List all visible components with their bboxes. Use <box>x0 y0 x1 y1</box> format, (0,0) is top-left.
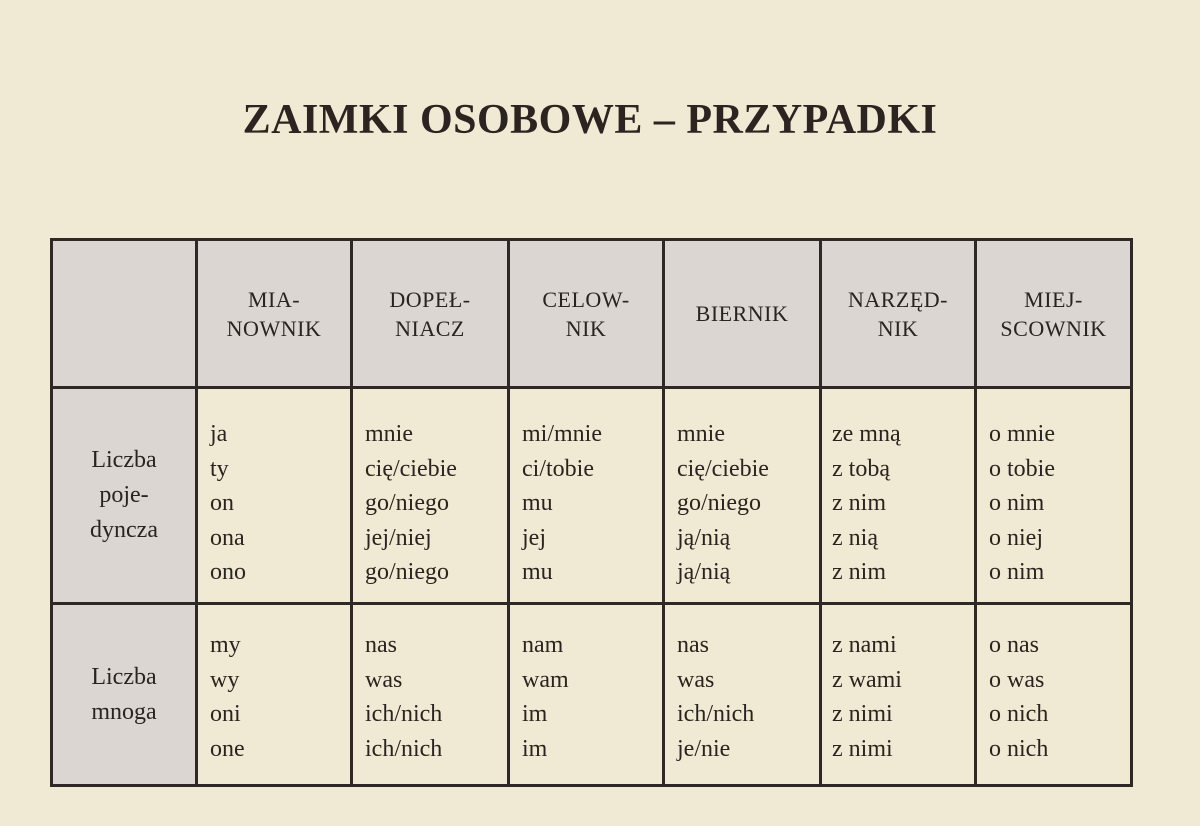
pronoun-form: cię/ciebie <box>677 455 769 482</box>
pronoun-form: o nich <box>989 701 1049 727</box>
pronoun-form: wy <box>210 666 240 693</box>
column-header-biernik <box>664 240 821 388</box>
pronoun-form: go/niego <box>365 490 449 516</box>
table-row-plural <box>52 604 1132 786</box>
pronoun-form: go/niego <box>365 559 449 585</box>
pronoun-form: mu <box>522 490 553 516</box>
pronoun-form: z nimi <box>832 735 893 762</box>
column-header-dopelniacz <box>352 240 509 388</box>
column-header-celownik <box>509 240 664 388</box>
cell-plural-dopelniacz <box>352 604 509 786</box>
pronoun-form: mnie <box>365 421 413 447</box>
pronoun-form: im <box>522 735 548 762</box>
row-label-line: poje- <box>99 482 149 508</box>
header-line: NOWNIK <box>226 315 322 341</box>
cell-plural-miejscownik <box>976 604 1132 786</box>
pronoun-form: mi/mnie <box>522 421 602 447</box>
cell-singular-miejscownik <box>976 388 1132 604</box>
pronoun-form: z nią <box>832 524 878 551</box>
pronoun-form: mu <box>522 559 553 585</box>
pronoun-form: wam <box>522 666 569 693</box>
row-label-line: Liczba <box>91 447 157 473</box>
pronoun-form: ona <box>210 524 245 551</box>
cell-plural-celownik <box>509 604 664 786</box>
pronoun-form: mnie <box>677 421 725 447</box>
header-row <box>52 240 1132 388</box>
header-line: MIA- <box>247 286 301 312</box>
pronoun-form: o tobie <box>989 455 1055 482</box>
pronoun-form: z nim <box>832 490 886 516</box>
cell-singular-celownik <box>509 388 664 604</box>
header-line: NIK <box>877 315 919 341</box>
row-label-line: mnoga <box>91 698 157 725</box>
pronoun-form: ją/nią <box>677 559 731 585</box>
pronoun-form: nas <box>677 632 709 658</box>
pronoun-form: o nim <box>989 559 1045 585</box>
column-header-mianownik <box>197 240 352 388</box>
pronoun-form: z nimi <box>832 701 893 727</box>
row-label-line: Liczba <box>91 663 157 690</box>
cell-plural-mianownik <box>197 604 352 786</box>
pronoun-form: z nim <box>832 559 886 585</box>
header-line: DOPEŁ- <box>389 286 471 312</box>
header-line: CELOW- <box>542 286 630 312</box>
pronoun-form: ci/tobie <box>522 455 594 482</box>
pronoun-form: cię/ciebie <box>365 455 457 482</box>
pronoun-form: ich/nich <box>365 735 443 762</box>
pronoun-form: ich/nich <box>365 701 443 727</box>
pronoun-form: ja <box>210 421 228 447</box>
pronoun-form: im <box>522 701 548 727</box>
pronoun-form: z nami <box>832 632 897 658</box>
pronoun-form: ją/nią <box>677 524 731 551</box>
pronoun-form: was <box>365 666 403 693</box>
pronoun-form: o nich <box>989 735 1049 762</box>
row-label-plural <box>52 604 197 786</box>
header-line: BIERNIK <box>695 301 789 326</box>
column-header-miejscownik <box>976 240 1132 388</box>
pronoun-case-table <box>50 238 1133 787</box>
table-row-singular <box>52 388 1132 604</box>
header-line: NIACZ <box>395 315 465 341</box>
pronoun-form: o nas <box>989 632 1039 658</box>
pronoun-form: o was <box>989 666 1045 693</box>
cell-plural-biernik <box>664 604 821 786</box>
pronoun-form: jej/niej <box>365 524 432 551</box>
pronoun-form: nas <box>365 632 397 658</box>
pronoun-form: o nim <box>989 490 1045 516</box>
cell-singular-biernik <box>664 388 821 604</box>
corner-cell <box>52 240 197 388</box>
pronoun-form: z tobą <box>832 455 890 482</box>
cell-singular-dopelniacz <box>352 388 509 604</box>
pronoun-form: z wami <box>832 666 902 693</box>
header-line: MIEJ- <box>1024 286 1083 312</box>
column-header-narzednik <box>821 240 976 388</box>
pronoun-form: go/niego <box>677 490 761 516</box>
pronoun-form: o mnie <box>989 421 1055 447</box>
header-line: SCOWNIK <box>1000 315 1107 341</box>
pronoun-form: ty <box>210 455 229 482</box>
row-label-singular <box>52 388 197 604</box>
cell-singular-mianownik <box>197 388 352 604</box>
pronoun-form: ono <box>210 559 246 585</box>
row-label-line: dyncza <box>90 517 158 543</box>
pronoun-form: on <box>210 490 234 516</box>
cell-singular-narzednik <box>821 388 976 604</box>
pronoun-form: oni <box>210 701 241 727</box>
pronoun-form: ze mną <box>832 421 901 447</box>
pronoun-form: o niej <box>989 524 1043 551</box>
pronoun-form: nam <box>522 632 564 658</box>
pronoun-form: was <box>677 666 715 693</box>
page-title: ZAIMKI OSOBOWE – PRZYPADKI <box>242 97 938 143</box>
pronoun-form: ich/nich <box>677 701 755 727</box>
cell-plural-narzednik <box>821 604 976 786</box>
header-line: NIK <box>565 315 607 341</box>
header-line: NARZĘD- <box>847 286 949 312</box>
pronoun-form: one <box>210 735 245 762</box>
pronoun-form: my <box>210 632 241 658</box>
pronoun-form: jej <box>522 524 546 551</box>
pronoun-form: je/nie <box>677 735 731 762</box>
